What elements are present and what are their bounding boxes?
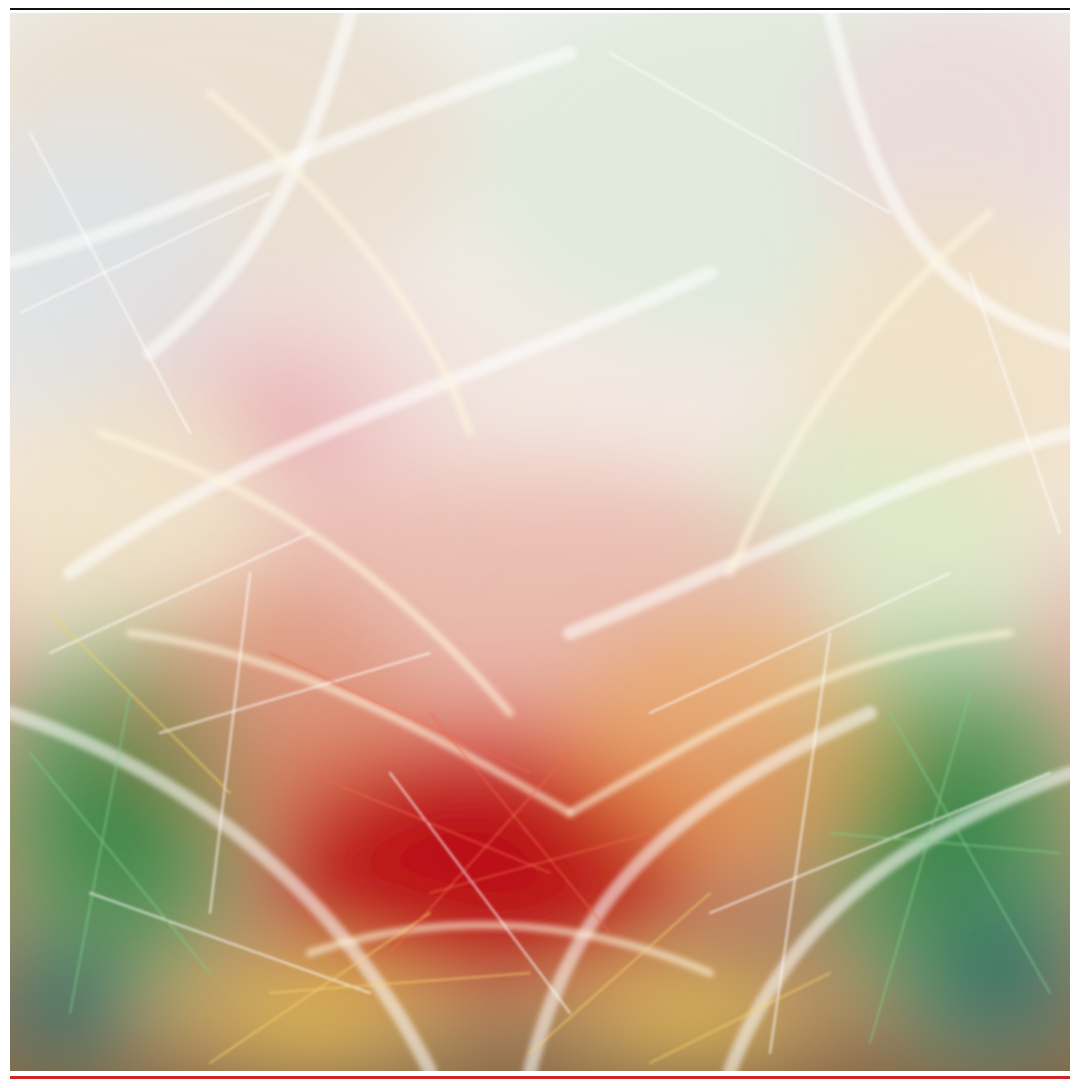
abstract-fiber-network-artwork xyxy=(10,13,1070,1071)
top-rule xyxy=(10,8,1070,10)
bottom-rule xyxy=(10,1076,1070,1079)
cover-artwork xyxy=(10,13,1070,1071)
